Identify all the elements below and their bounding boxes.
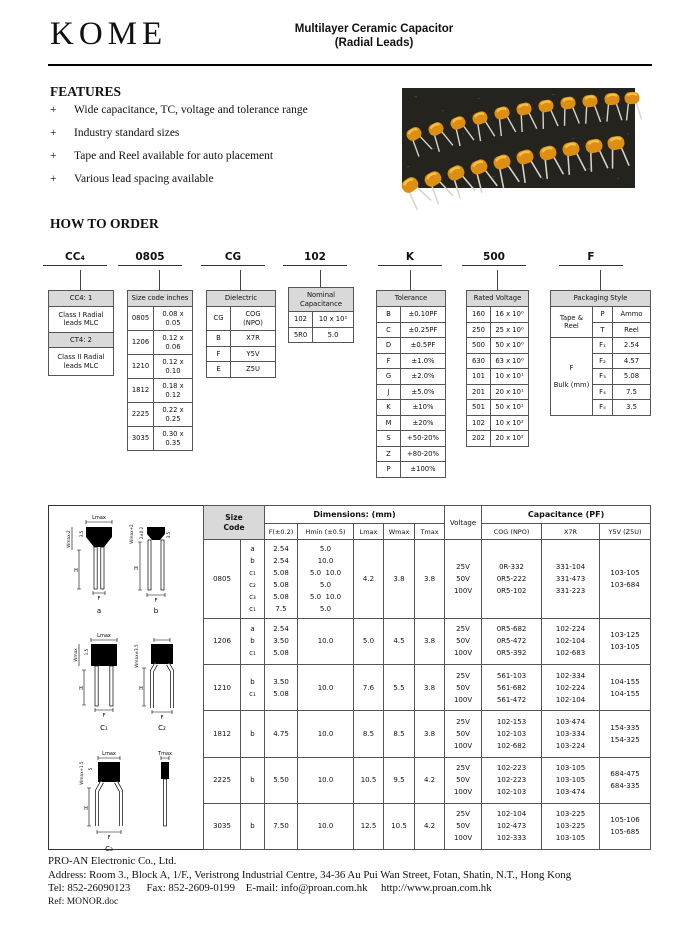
lmax-value: 4.2 [354,540,384,619]
header-divider [48,64,652,66]
bullet-icon: + [50,104,57,116]
dim-label: 2±0.2 [139,526,144,540]
size-code-cell: 0805 [128,307,154,331]
class-code-2: CT4: 2 [49,332,114,348]
dim-label: 3.5 [166,531,171,539]
tolerance-value-cell: ±0.25PF [401,322,446,338]
company-contacts: Tel: 852-26090123 Fax: 852-2609-0199 E-mail: info@proan.com.hk http://www.proan.com.hk [48,882,492,894]
dimensions-section [48,505,651,853]
f-values: 2.54 3.50 5.08 [265,618,298,664]
tolerance-code-cell: F [377,353,401,369]
dimension-table-row [204,711,651,757]
tolerance-code-cell: J [377,384,401,400]
dimension-table-row [204,665,651,711]
drawing-caption: C₁ [100,724,108,732]
voltage-value-cell: 20 x 10¹ [491,384,529,400]
dielectric-code-cell: CG [207,307,231,331]
voltage-value-cell: 10 x 10² [491,415,529,431]
feature-item [50,150,380,162]
packaging-value-cell: 3.5 [613,400,651,416]
dielectric-table [206,290,276,378]
order-code-class: CC₄ [43,251,107,266]
tolerance-value-cell: +80-20% [401,446,446,462]
connector-line [80,270,81,290]
lmax-value: 8.5 [354,711,384,757]
packaging-code-cell: T [593,322,613,338]
size-table-row [128,331,193,355]
tmax-value: 3.8 [415,618,445,664]
class-desc-2: Class II Radial leads MLC [49,348,114,376]
col-header-tmax: Tmax [415,524,445,540]
dim-label: Wmax-2 [66,530,71,548]
nominal-value-cell: 5.0 [313,327,354,343]
cog-capacitance: 561-103 561-682 561-472 [482,665,542,711]
title-line-1: Multilayer Ceramic Capacitor [294,23,454,35]
how-to-order-heading: HOW TO ORDER [50,216,159,231]
dimension-capacitance-table [203,505,651,850]
dimension-table-row [204,757,651,803]
voltage-table-header: Rated Voltage [467,291,529,307]
tolerance-row [377,307,446,323]
col-header-capacitance: Capacitance (PF) [482,506,651,524]
tolerance-value-cell: ±20% [401,415,446,431]
f-values: 3.50 5.08 [265,665,298,711]
class-desc-1: Class I Radial leads MLC [49,306,114,332]
dim-label: Lmax [97,633,111,639]
dim-label: Wmax+2 [129,524,134,544]
y5v-capacitance: 103-105 103-684 [600,540,651,619]
voltage-row [467,338,529,354]
tolerance-value-cell: ±0.5PF [401,338,446,354]
y5v-capacitance: 103-125 103-105 [600,618,651,664]
features-list [50,104,380,196]
voltage-value-cell: 10 x 10¹ [491,369,529,385]
dielectric-table-header: Dielectric [207,291,276,307]
voltage-code-cell: 101 [467,369,491,385]
voltage-row [467,384,529,400]
size-table-row [128,307,193,331]
f-values: 4.75 [265,711,298,757]
dim-label: 1.5 [84,648,89,656]
voltage-value-cell: 50 x 10⁰ [491,338,529,354]
packaging-code-cell: F₁ [593,338,613,354]
size-table-row [128,379,193,403]
hmin-values: 10.0 [298,618,354,664]
x7r-capacitance: 103-225 103-225 103-105 [542,803,600,849]
voltage-code-cell: 250 [467,322,491,338]
dim-label: Wmax [73,648,78,662]
dim-label: F [97,596,101,602]
lead-style-letters: a b c₁ [241,618,265,664]
wmax-value: 8.5 [384,711,415,757]
col-header-f: F(±0.2) [265,524,298,540]
packaging-code-cell: F₃ [593,369,613,385]
size-code-cell: 1210 [128,355,154,379]
size-inches-cell: 0.08 x 0.05 [154,307,193,331]
voltage-code-cell: 160 [467,307,491,323]
voltage-value-cell: 16 x 10⁰ [491,307,529,323]
cog-capacitance: 0R-332 0R5-222 0R5-102 [482,540,542,619]
tolerance-value-cell: ±0.10PF [401,307,446,323]
packaging-value-cell: 2.54 [613,338,651,354]
footer [48,855,658,909]
dim-label: F [154,598,158,604]
voltage-values: 25V 50V 100V [445,757,482,803]
voltage-row [467,353,529,369]
connector-line [410,270,411,290]
voltage-row [467,322,529,338]
voltage-row [467,415,529,431]
bullet-icon: + [50,150,57,162]
lmax-value: 7.6 [354,665,384,711]
tolerance-code-cell: P [377,462,401,478]
document-title [0,22,700,50]
tmax-value: 3.8 [415,711,445,757]
size-inches-cell: 0.18 x 0.12 [154,379,193,403]
voltage-values: 25V 50V 100V [445,540,482,619]
tmax-value: 3.8 [415,540,445,619]
voltage-value-cell: 63 x 10⁰ [491,353,529,369]
packaging-value-cell: 7.5 [613,384,651,400]
tmax-value: 4.2 [415,803,445,849]
size-inches-cell: 0.22 x 0.25 [154,403,193,427]
feature-text: Various lead spacing available [74,173,214,185]
class-code-table [48,290,114,376]
order-code-dielectric: CG [201,251,265,266]
tolerance-value-cell: ±1.0% [401,353,446,369]
connector-line [240,270,241,290]
packaging-code-cell: F₄ [593,384,613,400]
f-values: 2.54 2.54 5.08 5.08 5.08 7.5 [265,540,298,619]
packaging-code-cell: F₅ [593,400,613,416]
tolerance-row [377,431,446,447]
col-header-x7r: X7R [542,524,600,540]
dim-label: 5 [88,767,93,771]
hmin-values: 5.0 10.0 5.0 10.0 5.0 5.0 10.0 5.0 [298,540,354,619]
packaging-code-cell: F₂ [593,353,613,369]
dim-label: Tmax [158,751,172,757]
x7r-capacitance: 331-104 331-473 331-223 [542,540,600,619]
dielectric-type-cell: COG (NPO) [231,307,276,331]
dim-label: 3.5 [79,530,84,538]
dielectric-code-cell: E [207,362,231,378]
packaging-row [551,307,651,323]
y5v-capacitance: 684-475 684-335 [600,757,651,803]
tolerance-code-cell: C [377,322,401,338]
tmax-value: 3.8 [415,665,445,711]
drawing-caption: C₃ [105,845,113,853]
packaging-value-cell: Reel [613,322,651,338]
size-code: 1812 [204,711,241,757]
nominal-row [289,327,354,343]
lead-style-letters: b c₁ [241,665,265,711]
voltage-values: 25V 50V 100V [445,665,482,711]
dielectric-code-cell: F [207,346,231,362]
brand-logo: KOME [50,16,168,52]
order-code-tolerance: K [378,251,442,266]
packaging-code-cell: P [593,307,613,323]
size-code: 1206 [204,618,241,664]
wmax-value: 5.5 [384,665,415,711]
lead-style-letters: b [241,757,265,803]
tolerance-code-cell: S [377,431,401,447]
nominal-code-cell: 5R0 [289,327,313,343]
voltage-value-cell: 20 x 10² [491,431,529,447]
tolerance-value-cell: +50-20% [401,431,446,447]
nominal-row [289,312,354,328]
dim-label: H [134,566,138,572]
wmax-value: 10.5 [384,803,415,849]
col-header-voltage: Voltage [445,506,482,540]
dielectric-code-cell: B [207,331,231,347]
size-code: 3035 [204,803,241,849]
dim-label: F [160,715,164,721]
lead-style-drawings [48,505,203,853]
size-table-row [128,355,193,379]
x7r-capacitance: 103-474 103-334 103-224 [542,711,600,757]
tolerance-code-cell: Z [377,446,401,462]
connector-line [497,270,498,290]
wmax-value: 4.5 [384,618,415,664]
tolerance-row [377,384,446,400]
x7r-capacitance: 102-334 102-224 102-104 [542,665,600,711]
y5v-capacitance: 154-335 154-325 [600,711,651,757]
dielectric-row [207,331,276,347]
dim-label: H [139,686,143,692]
col-header-hmin: Hmin (±0.5) [298,524,354,540]
tolerance-code-cell: B [377,307,401,323]
f-values: 5.50 [265,757,298,803]
bulk-label: F Bulk (mm) [551,338,593,416]
dielectric-row [207,307,276,331]
tolerance-value-cell: ±100% [401,462,446,478]
tolerance-code-cell: D [377,338,401,354]
size-code-cell: 1206 [128,331,154,355]
voltage-value-cell: 25 x 10⁰ [491,322,529,338]
tolerance-value-cell: ±5.0% [401,384,446,400]
tmax-value: 4.2 [415,757,445,803]
order-code-capacitance: 102 [283,251,347,266]
dim-label: Wmax±3.5 [134,644,139,668]
packaging-table-header: Packaging Style [551,291,651,307]
order-code-packaging: F [559,251,623,266]
wmax-value: 9.5 [384,757,415,803]
feature-item [50,104,380,116]
company-address: Address: Room 3., Block A, 1/F., Veristrong Industrial Centre, 34-36 Au Pui Wan Street, Fotan, Shatin, N.T., Hong Kong [48,868,572,881]
size-table-row [128,427,193,451]
size-inches-cell: 0.12 x 0.06 [154,331,193,355]
voltage-code-cell: 501 [467,400,491,416]
dim-label: Lmax [102,751,116,757]
dielectric-row [207,346,276,362]
size-code-cell: 3035 [128,427,154,451]
feature-item [50,173,380,185]
lead-style-letters: b [241,803,265,849]
drawing-caption: a [96,607,102,615]
dielectric-type-cell: Y5V [231,346,276,362]
col-header-cog: COG (NPO) [482,524,542,540]
voltage-code-cell: 202 [467,431,491,447]
features-heading: FEATURES [50,84,122,99]
size-inches-cell: 0.30 x 0.35 [154,427,193,451]
tolerance-code-cell: K [377,400,401,416]
tolerance-code-cell: M [377,415,401,431]
voltage-row [467,400,529,416]
document-ref: Ref: MONOR.doc [48,896,119,907]
class-code-1: CC4: 1 [49,291,114,307]
col-header-wmax: Wmax [384,524,415,540]
col-header-dimensions: Dimensions: (mm) [265,506,445,524]
packaging-value-cell: Ammo [613,307,651,323]
dim-label: F [102,713,106,719]
dim-label: Wmax+1.5 [79,761,84,785]
voltage-row [467,307,529,323]
cog-capacitance: 102-153 102-103 102-682 [482,711,542,757]
bullet-icon: + [50,127,57,139]
voltage-row [467,431,529,447]
y5v-capacitance: 104-155 104-155 [600,665,651,711]
tolerance-value-cell: ±10% [401,400,446,416]
tolerance-row [377,338,446,354]
tolerance-table [376,290,446,478]
packaging-value-cell: 4.57 [613,353,651,369]
voltage-code-cell: 630 [467,353,491,369]
hmin-values: 10.0 [298,665,354,711]
lead-style-letters: b [241,711,265,757]
dim-label: Lmax [92,515,106,521]
tolerance-row [377,322,446,338]
cog-capacitance: 102-223 102-223 102-103 [482,757,542,803]
size-code-cell: 2225 [128,403,154,427]
feature-text: Wide capacitance, TC, voltage and tolerance range [74,104,308,116]
order-code-size: 0805 [118,251,182,266]
voltage-code-cell: 500 [467,338,491,354]
feature-text: Tape and Reel available for auto placement [74,150,274,162]
dielectric-type-cell: X7R [231,331,276,347]
voltage-row [467,369,529,385]
dim-label: H [74,568,78,574]
packaging-value-cell: 5.08 [613,369,651,385]
feature-text: Industry standard sizes [74,127,180,139]
connector-line [159,270,160,290]
capacitor-photo [402,88,635,188]
voltage-values: 25V 50V 100V [445,618,482,664]
dim-label: H [84,806,88,812]
tolerance-value-cell: ±2.0% [401,369,446,385]
x7r-capacitance: 103-105 103-105 103-474 [542,757,600,803]
hmin-values: 10.0 [298,803,354,849]
size-code: 0805 [204,540,241,619]
nominal-table-header: Nominal Capacitance [289,288,354,312]
x7r-capacitance: 102-224 102-104 102-683 [542,618,600,664]
nominal-code-cell: 102 [289,312,313,328]
dimension-table-row [204,803,651,849]
rated-voltage-table [466,290,529,447]
size-table-header: Size code inches [128,291,193,307]
lmax-value: 10.5 [354,757,384,803]
size-code: 2225 [204,757,241,803]
tolerance-code-cell: G [377,369,401,385]
voltage-values: 25V 50V 100V [445,803,482,849]
y5v-capacitance: 105-106 105-685 [600,803,651,849]
bullet-icon: + [50,173,57,185]
order-code-voltage: 500 [462,251,526,266]
voltage-code-cell: 102 [467,415,491,431]
lead-style-letters: a b c₁ c₂ c₃ c₁ [241,540,265,619]
tape-reel-label: Tape & Reel [551,307,593,338]
dimension-table-row [204,618,651,664]
company-name: PRO-AN Electronic Co., Ltd. [48,855,177,867]
lmax-value: 12.5 [354,803,384,849]
dim-label: H [79,686,83,692]
f-values: 7.50 [265,803,298,849]
tolerance-row [377,400,446,416]
voltage-values: 25V 50V 100V [445,711,482,757]
nominal-capacitance-table [288,287,354,343]
size-code: 1210 [204,665,241,711]
tolerance-table-header: Tolerance [377,291,446,307]
voltage-code-cell: 201 [467,384,491,400]
size-table-row [128,403,193,427]
dimension-table-row [204,540,651,619]
packaging-style-table [550,290,651,416]
tolerance-row [377,446,446,462]
connector-line [600,270,601,290]
dielectric-row [207,362,276,378]
cog-capacitance: 102-104 102-473 102-333 [482,803,542,849]
voltage-value-cell: 50 x 10¹ [491,400,529,416]
drawing-caption: C₂ [158,724,166,732]
tolerance-row [377,462,446,478]
hmin-values: 10.0 [298,757,354,803]
size-inches-cell: 0.12 x 0.10 [154,355,193,379]
tolerance-row [377,353,446,369]
packaging-row [551,338,651,354]
feature-item [50,127,380,139]
hmin-values: 10.0 [298,711,354,757]
title-line-2: (Radial Leads) [334,37,414,49]
size-code-cell: 1812 [128,379,154,403]
col-header-size-code: Size Code [204,506,265,540]
dim-label: F [107,835,111,841]
nominal-value-cell: 10 x 10² [313,312,354,328]
cog-capacitance: 0R5-682 0R5-472 0R5-392 [482,618,542,664]
lmax-value: 5.0 [354,618,384,664]
dielectric-type-cell: Z5U [231,362,276,378]
col-header-lmax: Lmax [354,524,384,540]
tolerance-row [377,415,446,431]
col-header-y5v: Y5V (Z5U) [600,524,651,540]
drawing-caption: b [153,607,159,615]
size-code-table [127,290,193,451]
wmax-value: 3.8 [384,540,415,619]
tolerance-row [377,369,446,385]
